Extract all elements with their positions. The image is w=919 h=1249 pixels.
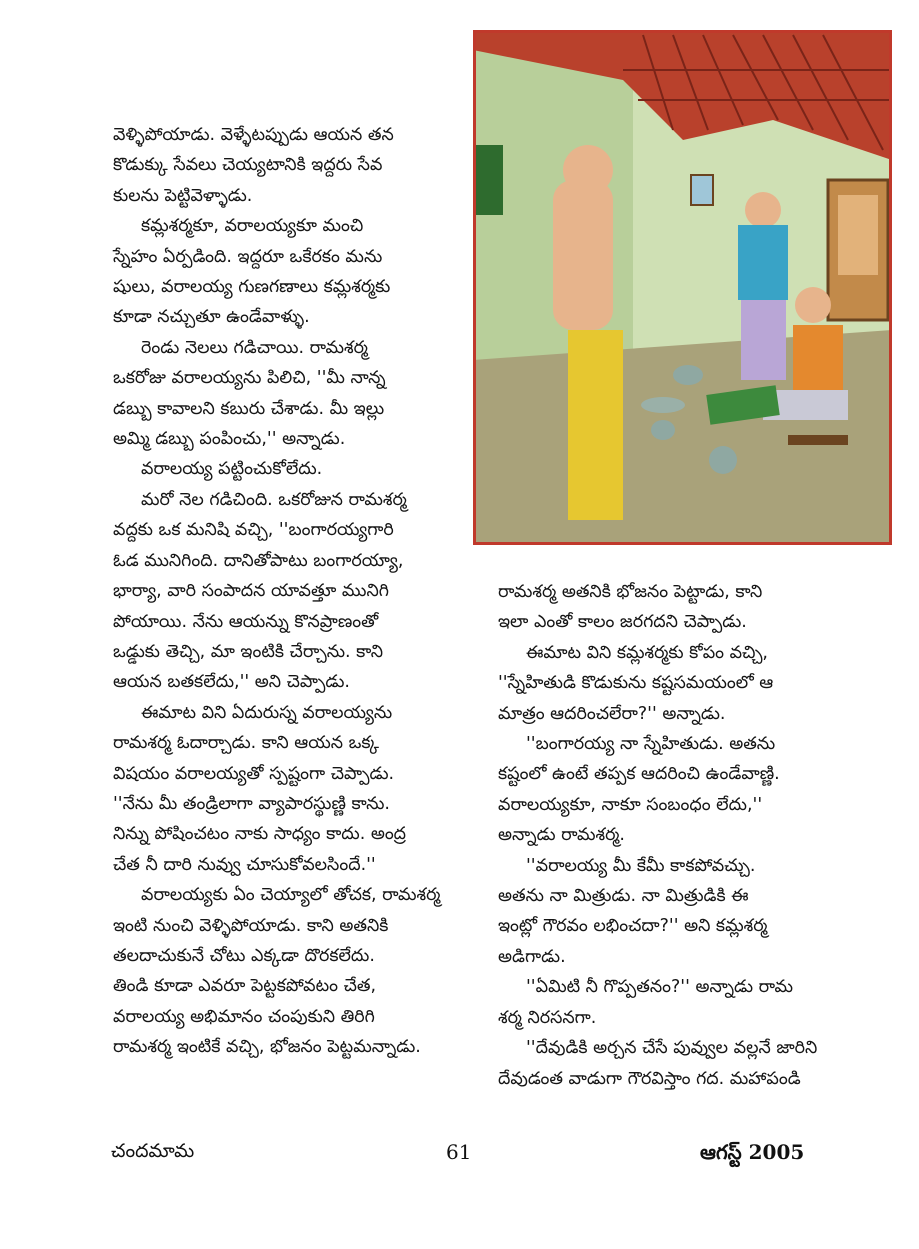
text-line: అడిగాడు.	[498, 946, 566, 967]
text-line: వెళ్ళిపోయాడు. వెళ్ళేటప్పుడు ఆయన తన	[113, 125, 394, 145]
text-line: వరాలయ్య పట్టించుకోలేదు.	[141, 459, 323, 480]
text-line: షులు, వరాలయ్య గుణగణాలు కమ్లశర్మకు	[113, 277, 391, 298]
text-line: ఇంట్లో గౌరవం లభించదా?'' అని కమ్లశర్మ	[498, 916, 768, 937]
text-line: అతను నా మిత్రుడు. నా మిత్రుడికి ఈ	[498, 886, 749, 907]
text-line: స్నేహం ఏర్పడింది. ఇద్దరూ ఒకేరకం మను	[113, 246, 383, 267]
text-line: కులను పెట్టివెళ్ళాడు.	[113, 185, 253, 206]
footer-magazine-name: చందమామ	[111, 1140, 195, 1162]
left-text-column	[113, 120, 473, 1063]
text-line: ఇలా ఎంతో కాలం జరగదని చెప్పాడు.	[498, 612, 747, 633]
text-line: అమ్మి డబ్బు పంపించు,'' అన్నాడు.	[113, 429, 346, 450]
text-line: అన్నాడు రామశర్మ.	[498, 825, 625, 846]
text-line: తలదాచుకునే చోటు ఎక్కడా దొరకలేదు.	[113, 945, 375, 966]
footer-page-number: 61	[446, 1140, 472, 1164]
text-line: నిన్ను పోషించటం నాకు సాధ్యం కాదు. అంద్ర	[113, 824, 407, 845]
text-line: భార్యా, వారి సంపాదన యావత్తూ మునిగి	[113, 581, 389, 602]
text-line: వరాలయ్య అభిమానం చంపుకుని తిరిగి	[113, 1006, 375, 1027]
story-illustration-icon	[473, 30, 892, 545]
text-line: పోయాయి. నేను ఆయన్ను కొనప్రాణంతో	[113, 611, 379, 632]
text-line: ఒడ్డుకు తెచ్చి, మా ఇంటికి చేర్చాను. కాని	[113, 641, 384, 662]
text-line: ''ఏమిటి నీ గొప్పతనం?'' అన్నాడు రామ	[526, 977, 793, 998]
text-line: ఓడ మునిగింది. దానితోపాటు బంగారయ్యా,	[113, 550, 404, 571]
text-line: ''స్నేహితుడి కొడుకును కష్టసమయంలో ఆ	[498, 673, 774, 694]
text-line: ''బంగారయ్య నా స్నేహితుడు. అతను	[526, 734, 776, 755]
text-line: కష్టంలో ఉంటే తప్పక ఆదరించి ఉండేవాణ్ణి.	[498, 764, 780, 785]
text-line: వరాలయ్యకూ, నాకూ సంబంధం లేదు,''	[498, 794, 763, 815]
text-line: వరాలయ్యకు ఏం చెయ్యాలో తోచక, రామశర్మ	[141, 885, 441, 906]
text-line: వద్దకు ఒక మనిషి వచ్చి, ''బంగారయ్యగారి	[113, 520, 394, 541]
text-line: కూడా నచ్చుతూ ఉండేవాళ్ళు.	[113, 307, 310, 328]
text-line: ఈమాట విని ఏదురుస్న వరాలయ్యను	[141, 702, 393, 723]
text-line: ఆయన బతకలేదు,'' అని చెప్పాడు.	[113, 672, 350, 693]
text-line: ఒకరోజు వరాలయ్యను పిలిచి, ''మీ నాన్న	[113, 368, 386, 389]
text-line: చేత నీ దారి నువ్వు చూసుకోవలసిందే.''	[113, 854, 376, 875]
text-line: రామశర్మ అతనికి భోజనం పెట్టాడు, కాని	[498, 582, 763, 602]
text-line: విషయం వరాలయ్యతో స్పష్టంగా చెప్పాడు.	[113, 763, 395, 784]
text-line: ''వరాలయ్య మీ కేమీ కాకపోవచ్చు.	[526, 855, 756, 876]
text-line: రెండు నెలలు గడిచాయి. రామశర్మ	[141, 337, 368, 358]
text-line: ఈమాట విని కమ్లశర్మకు కోపం వచ్చి,	[526, 642, 768, 663]
text-line: కొడుక్కు సేవలు చెయ్యటానికి ఇద్దరు సేవ	[113, 155, 383, 176]
text-line: రామశర్మ ఇంటికే వచ్చి, భోజనం పెట్టమన్నాడు.	[113, 1037, 421, 1058]
text-line: ''దేవుడికి అర్చన చేసే పువ్వుల వల్లనే జారిని	[526, 1038, 818, 1059]
text-line: దేవుడంత వాడుగా గౌరవిస్తాం గద. మహాపండి	[498, 1068, 801, 1089]
footer-issue-date: ఆగస్ట్ 2005	[700, 1140, 805, 1164]
story-illustration	[473, 30, 892, 545]
right-text-column	[498, 577, 818, 1094]
text-line: మాత్రం ఆదరించలేరా?'' అన్నాడు.	[498, 703, 726, 724]
text-line: కమ్లశర్మకూ, వరాలయ్యకూ మంచి	[141, 216, 364, 237]
text-line: ''నేను మీ తండ్రిలాగా వ్యాపారస్థుణ్ణి కాను.	[113, 793, 390, 814]
text-line: డబ్బు కావాలని కబురు చేశాడు. మీ ఇల్లు	[113, 398, 385, 419]
text-line: ఇంటి నుంచి వెళ్ళిపోయాడు. కాని అతనికి	[113, 915, 389, 936]
text-line: తిండి కూడా ఎవరూ పెట్టకపోవటం చేత,	[113, 976, 377, 997]
text-line: మరో నెల గడిచింది. ఒకరోజున రామశర్మ	[141, 489, 407, 510]
text-line: శర్మ నిరసనగా.	[498, 1007, 597, 1028]
text-line: రామశర్మ ఓదార్చాడు. కాని ఆయన ఒక్క	[113, 733, 379, 754]
